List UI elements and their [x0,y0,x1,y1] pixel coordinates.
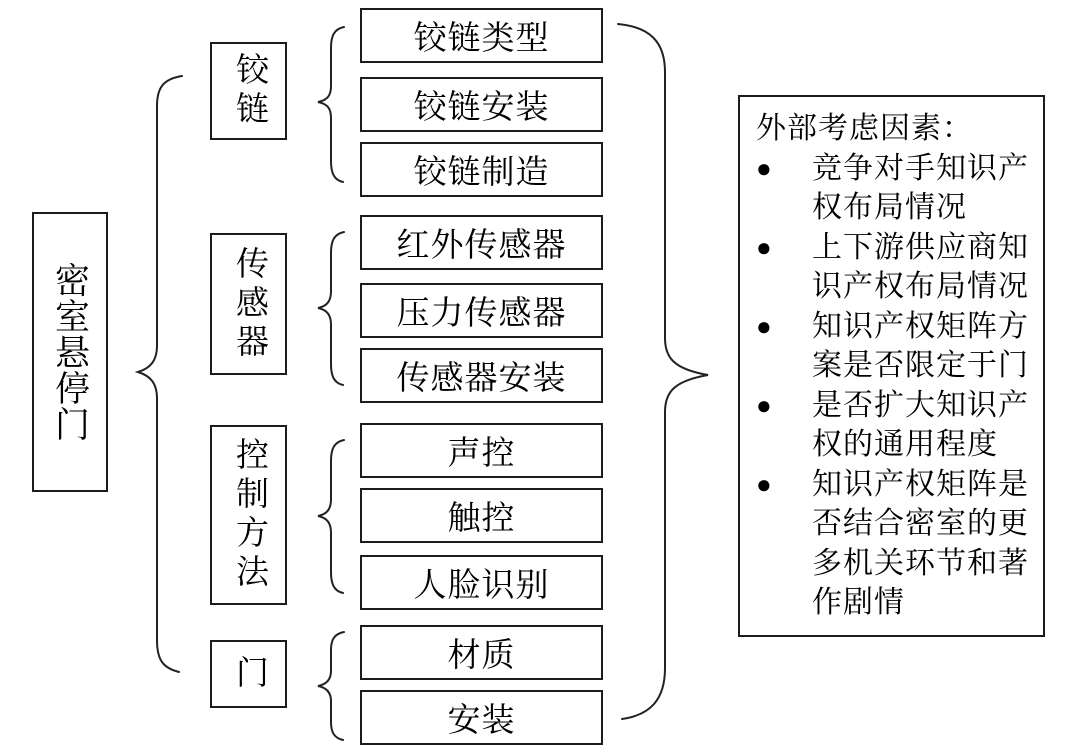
leaf-node-pressure-sensor [360,283,603,338]
leaf-node-hinge-type [360,8,603,63]
leaf-node-hinge-manufacturing [360,142,603,197]
brace-door [318,632,344,740]
category-node-door [210,640,287,708]
external-factors-title: 外部考虑因素： [756,112,973,145]
leaf-label: 安装 [447,703,516,739]
leaf-node-sensor-installation [360,348,603,403]
bullet-text: 上下游供应商知识产权布局情况 [812,230,1029,303]
leaf-label: 铰链类型 [413,21,550,57]
bullet-text: 知识产权矩阵是否结合密室的更多机关环节和著作剧情 [812,467,1029,619]
leaf-node-hinge-installation [360,77,603,132]
brace-external [618,24,708,719]
brace-root [138,76,182,672]
category-node-sensor [210,233,287,375]
leaf-label: 声控 [447,436,516,472]
leaf-label: 铰链安装 [413,90,550,126]
bullet-icon: ● [756,469,772,499]
bullet-icon: ● [756,232,772,262]
external-bullet-item [756,149,1037,228]
leaf-node-material [360,625,603,680]
external-bullet-item [756,386,1037,465]
leaf-label: 压力传感器 [396,296,567,332]
bullet-text: 竞争对手知识产权布局情况 [812,151,1029,224]
category-label: 铰链 [231,52,267,130]
leaf-node-face-recognition [360,555,603,610]
leaf-label: 传感器安装 [396,361,567,397]
leaf-node-voice-control [360,423,603,478]
root-node-label: 密室悬停门 [50,262,90,442]
external-factors-panel [738,95,1045,637]
brace-control [318,440,344,593]
leaf-label: 人脸识别 [413,568,550,604]
category-label: 传感器 [231,245,267,363]
brace-sensor [318,232,344,385]
bullet-icon: ● [756,311,772,341]
leaf-label: 触控 [447,501,516,537]
category-label: 门 [231,654,267,694]
external-bullet-item [756,465,1037,623]
external-factors-list [756,149,1037,623]
leaf-node-infrared-sensor [360,215,603,270]
bullet-icon: ● [756,390,772,420]
bullet-icon: ● [756,153,772,183]
leaf-label: 红外传感器 [396,228,567,264]
bullet-text: 知识产权矩阵方案是否限定于门 [812,309,1029,382]
bullet-text: 是否扩大知识产权的通用程度 [812,388,1029,461]
category-node-control-method [210,425,287,605]
root-node [32,212,108,492]
brace-hinge [318,27,344,182]
leaf-node-installation [360,690,603,745]
external-bullet-item [756,228,1037,307]
leaf-node-touch-control [360,488,603,543]
external-bullet-item [756,307,1037,386]
leaf-label: 材质 [447,638,516,674]
category-label: 控制方法 [231,437,267,593]
leaf-label: 铰链制造 [413,155,550,191]
category-node-hinge [210,42,287,140]
